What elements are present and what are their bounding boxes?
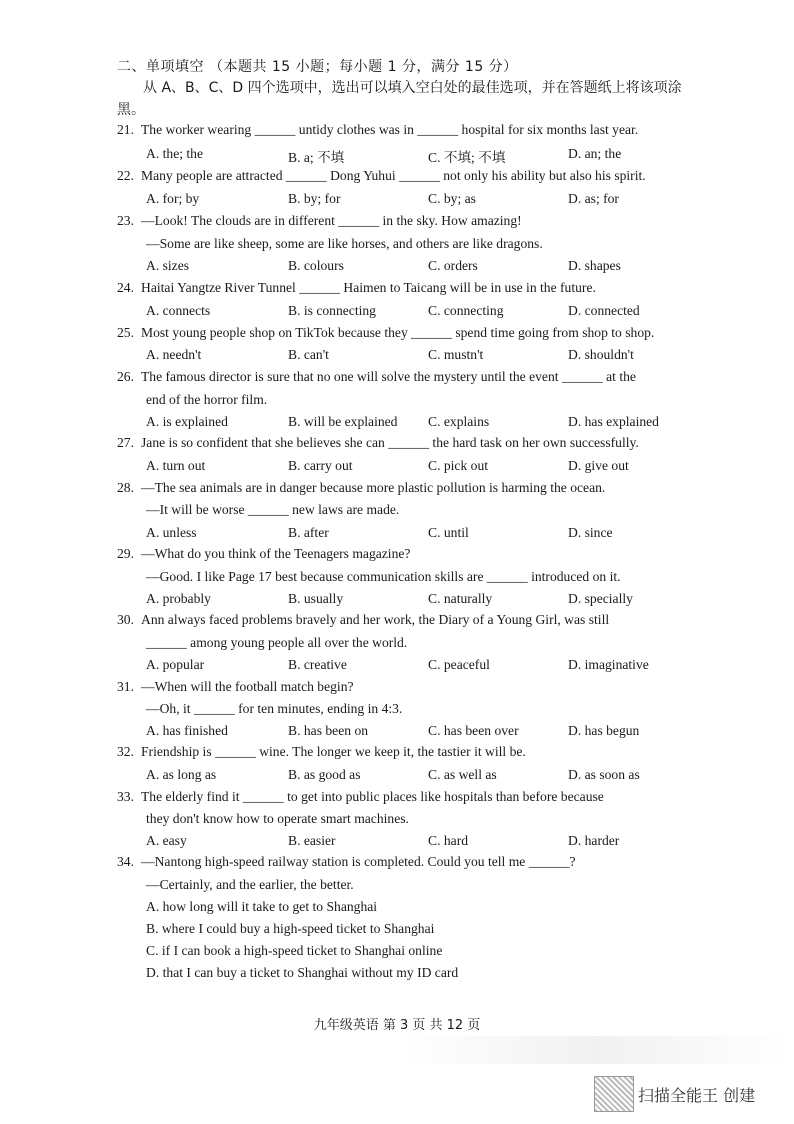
option-a: A. how long will it take to get to Shanghai [146, 899, 378, 914]
option-b: B. where I could buy a high-speed ticket to Shanghai [146, 921, 435, 936]
option-c: C. pick out [428, 458, 489, 473]
option-d: D. that I can buy a ticket to Shanghai without my ID card [146, 965, 459, 980]
question-number: 32. [117, 744, 134, 759]
question-text: Ann always faced problems bravely and her work, the Diary of a Young Girl, was still [141, 612, 610, 627]
question-29 [117, 546, 683, 562]
option-d: D. has explained [568, 414, 659, 429]
section-instructions: 从 A、B、C、D 四个选项中，选出可以填入空白处的最佳选项，并在答题纸上将该项涂黑。 [117, 80, 682, 118]
section-title: 二、单项填空 （本题共 15 小题；每小题 1 分，满分 15 分） [117, 59, 518, 75]
question-32 [117, 744, 683, 760]
question-text: —When will the football match begin? [141, 679, 354, 694]
question-text-line2: ______ among young people all over the world. [146, 635, 408, 650]
question-number: 28. [117, 480, 134, 495]
question-31 [117, 679, 683, 695]
scan-smudge [400, 1036, 790, 1064]
question-text-line2: they don't know how to operate smart machines. [146, 811, 409, 826]
option-d: D. since [568, 525, 613, 540]
option-b: B. a; 不填 [288, 150, 345, 165]
question-33 [117, 789, 683, 805]
option-c: C. if I can book a high-speed ticket to Shanghai online [146, 943, 443, 958]
option-b: B. colours [288, 258, 344, 273]
question-text: Jane is so confident that she believes she can ______ the hard task on her own successfully. [141, 435, 639, 450]
option-b: B. creative [288, 657, 347, 672]
option-d: D. connected [568, 303, 640, 318]
option-b: B. will be explained [288, 414, 398, 429]
question-number: 21. [117, 122, 134, 137]
option-c: C. by; as [428, 191, 476, 206]
page-footer: 九年级英语 第 3 页 共 12 页 [313, 1018, 481, 1033]
question-number: 23. [117, 213, 134, 228]
option-c: C. as well as [428, 767, 497, 782]
option-d: D. as; for [568, 191, 619, 206]
question-text: Most young people shop on TikTok because they ______ spend time going from shop to shop. [141, 325, 655, 340]
option-b: B. can't [288, 347, 329, 362]
option-c: C. until [428, 525, 469, 540]
option-a: A. as long as [146, 767, 217, 782]
option-a: A. needn't [146, 347, 202, 362]
option-d: D. specially [568, 591, 633, 606]
option-b: B. carry out [288, 458, 353, 473]
option-c: C. 不填; 不填 [428, 150, 506, 165]
option-a: A. the; the [146, 146, 204, 161]
option-b: B. is connecting [288, 303, 376, 318]
question-text: The worker wearing ______ untidy clothes was in ______ hospital for six months last year. [141, 122, 639, 137]
option-a: A. unless [146, 525, 197, 540]
question-text-line2: —Certainly, and the earlier, the better. [146, 877, 354, 892]
option-a: A. turn out [146, 458, 206, 473]
question-27 [117, 435, 683, 451]
question-number: 33. [117, 789, 134, 804]
question-text: —Nantong high-speed railway station is completed. Could you tell me ______? [141, 854, 576, 869]
question-text-line2: —Oh, it ______ for ten minutes, ending in 4:3. [146, 701, 403, 716]
option-b: B. easier [288, 833, 336, 848]
question-24 [117, 280, 683, 296]
option-d: D. harder [568, 833, 620, 848]
option-c: C. naturally [428, 591, 493, 606]
question-text-line2: —Some are like sheep, some are like horses, and others are like dragons. [146, 236, 543, 251]
question-number: 24. [117, 280, 134, 295]
option-d: D. shapes [568, 258, 621, 273]
question-text: Many people are attracted ______ Dong Yuhui ______ not only his ability but also his spirit. [141, 168, 646, 183]
option-b: B. usually [288, 591, 344, 606]
option-c: C. mustn't [428, 347, 484, 362]
question-text: The elderly find it ______ to get into public places like hospitals than before because [141, 789, 604, 804]
option-b: B. by; for [288, 191, 341, 206]
option-c: C. hard [428, 833, 469, 848]
question-text-line2: —It will be worse ______ new laws are made. [146, 502, 400, 517]
question-22 [117, 168, 683, 184]
question-number: 26. [117, 369, 134, 384]
question-34 [117, 854, 683, 870]
option-d: D. as soon as [568, 767, 640, 782]
question-text: —What do you think of the Teenagers magazine? [141, 546, 411, 561]
option-a: A. popular [146, 657, 205, 672]
option-b: B. after [288, 525, 329, 540]
option-a: A. probably [146, 591, 211, 606]
question-text-line2: end of the horror film. [146, 392, 268, 407]
option-d: D. shouldn't [568, 347, 634, 362]
question-text: —Look! The clouds are in different ______ in the sky. How amazing! [141, 213, 522, 228]
question-30 [117, 612, 683, 628]
option-b: B. as good as [288, 767, 361, 782]
question-text: —The sea animals are in danger because more plastic pollution is harming the ocean. [141, 480, 606, 495]
question-number: 25. [117, 325, 134, 340]
option-c: C. explains [428, 414, 490, 429]
option-d: D. give out [568, 458, 629, 473]
question-21 [117, 122, 683, 138]
question-23 [117, 213, 683, 229]
option-a: A. sizes [146, 258, 190, 273]
option-c: C. connecting [428, 303, 504, 318]
question-text: Haitai Yangtze River Tunnel ______ Haimen to Taicang will be in use in the future. [141, 280, 596, 295]
option-d: D. an; the [568, 146, 622, 161]
question-text: The famous director is sure that no one will solve the mystery until the event ______ at the [141, 369, 636, 384]
question-28 [117, 480, 683, 496]
option-a: A. connects [146, 303, 211, 318]
option-c: C. orders [428, 258, 478, 273]
option-a: A. easy [146, 833, 187, 848]
question-number: 31. [117, 679, 134, 694]
question-number: 29. [117, 546, 134, 561]
qr-logo-icon [594, 1076, 634, 1112]
option-d: D. imaginative [568, 657, 649, 672]
question-text-line2: —Good. I like Page 17 best because communication skills are ______ introduced on it. [146, 569, 621, 584]
option-a: A. for; by [146, 191, 200, 206]
question-25 [117, 325, 683, 341]
question-number: 22. [117, 168, 134, 183]
question-number: 30. [117, 612, 134, 627]
option-b: B. has been on [288, 723, 369, 738]
question-26 [117, 369, 683, 385]
question-number: 34. [117, 854, 134, 869]
scanner-watermark: 扫描全能王 创建 [638, 1086, 756, 1105]
question-number: 27. [117, 435, 134, 450]
option-d: D. has begun [568, 723, 640, 738]
option-c: C. has been over [428, 723, 519, 738]
option-a: A. has finished [146, 723, 228, 738]
option-a: A. is explained [146, 414, 228, 429]
question-text: Friendship is ______ wine. The longer we keep it, the tastier it will be. [141, 744, 526, 759]
option-c: C. peaceful [428, 657, 490, 672]
